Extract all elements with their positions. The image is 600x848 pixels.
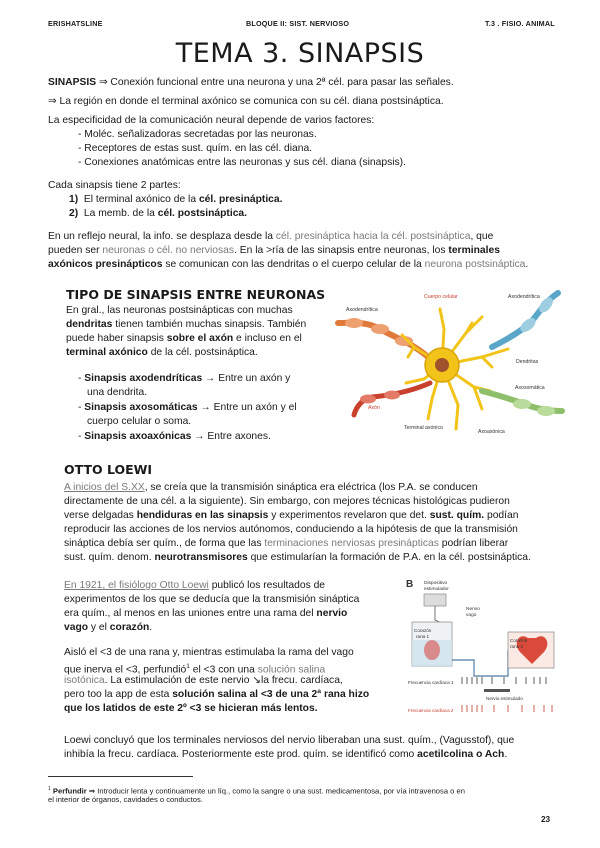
tipo-axoaxonica: - Sinapsis axoaxónicas → Entre axones. bbox=[78, 431, 271, 442]
label-estimulador: estimulador bbox=[424, 587, 449, 592]
label-terminal: Terminal axónico bbox=[404, 425, 443, 431]
loewi-line-5: sináptica debía ser quím., de forma que las terminaciones nerviosas presinápticas podrían liberar bbox=[64, 538, 509, 549]
label-corazon-2: Corazón bbox=[510, 638, 528, 643]
tipo-axosomatica: - Sinapsis axosomáticas → Entre un axón y el bbox=[78, 402, 297, 413]
label-nervio-estimulado: Nervio estimulado bbox=[486, 696, 523, 701]
partes-heading: Cada sinapsis tiene 2 partes: bbox=[48, 180, 181, 191]
header-right: T.3 . FISIO. ANIMAL bbox=[485, 19, 555, 28]
label-axosomatica: Axosomática bbox=[515, 385, 545, 391]
tipo-axodendritica-cont: una dendrita. bbox=[87, 387, 148, 398]
page-title: TEMA 3. SINAPSIS bbox=[175, 38, 425, 69]
parte-1: 1) El terminal axónico de la cél. presináptica. bbox=[69, 194, 283, 205]
aislo-line-4: pero too la app de esta solución salina al <3 de una 2ª rana hizo bbox=[64, 689, 370, 700]
trace-2 bbox=[462, 705, 552, 712]
conclusion-line-2: inhibía la frecu. cardíaca. Posteriormente este prod. quím. se identificó como acetilcolina o Ach. bbox=[64, 749, 508, 760]
label-vago: vago bbox=[466, 613, 477, 618]
aislo-line-1: Aisló el <3 de una rana y, mientras estimulaba la rama del vago bbox=[64, 647, 354, 658]
nucleus bbox=[435, 358, 449, 372]
aislo-line-5: que los latidos de este 2º <3 se hicieran más lentos. bbox=[64, 703, 318, 714]
loewi-line-2: directamente de una cél. a la siguiente). Sin embargo, con mejores técnicas histológicas pudieron bbox=[64, 496, 510, 507]
factor-1: - Moléc. señalizadoras secretadas por las neuronas. bbox=[78, 129, 317, 140]
exp-line-4: vago y el corazón. bbox=[64, 622, 153, 633]
intro-line-1 bbox=[48, 76, 454, 90]
tipos-line-3: puede haber sinapsis sobre el axón e incluso en el bbox=[66, 333, 302, 344]
trace-1 bbox=[462, 677, 546, 684]
tipos-heading: TIPO DE SINAPSIS ENTRE NEURONAS bbox=[66, 287, 326, 302]
label-corazon-1: Corazón bbox=[414, 628, 432, 633]
exp-line-1: En 1921, el fisiólogo Otto Loewi publicó los resultados de bbox=[64, 580, 326, 591]
loewi-heading: OTTO LOEWI bbox=[64, 462, 153, 477]
factor-2: - Receptores de estas sust. quím. en las cél. diana. bbox=[78, 143, 313, 154]
figure-letter: B bbox=[406, 579, 414, 590]
label-axodendritica-1: Axodendrítica bbox=[346, 307, 378, 313]
label-axon: Axón bbox=[368, 405, 380, 411]
label-axoaxonica: Axoaxónica bbox=[478, 429, 505, 435]
tipos-line-4: terminal axónico de la cél. postsináptica. bbox=[66, 347, 258, 358]
sinapsis-def: ⇒ Conexión funcional entre una neurona y una 2ª cél. para pasar las señales. bbox=[96, 77, 454, 88]
header-left: ERISHATSLINE bbox=[48, 19, 103, 28]
footnote-line-1: $^1$ Perfundir ⇒ Introducir lenta y continuamente un líq., como la sangre o una sust. medicamentosa, por vía intravenosa o en bbox=[48, 786, 465, 796]
reflejo-line-2: pueden ser neuronas o cél. no nerviosas. En la >ría de las sinapsis entre neuronas, los terminales bbox=[48, 245, 500, 256]
label-rana-2: rana 2 bbox=[510, 644, 524, 649]
loewi-line-1: A inicios del S.XX, se creía que la transmisión sináptica era eléctrica (los P.A. se conducen bbox=[64, 482, 478, 493]
tubing bbox=[452, 650, 508, 676]
exp-line-2: experimentos de los que se deducía que la transmisión sináptica bbox=[64, 594, 360, 605]
label-nervio: Nervio bbox=[466, 607, 480, 612]
footnote-divider bbox=[48, 776, 193, 777]
reflejo-line-3: axónicos presinápticos se comunican con las dendritas o el cuerpo celular de la neurona postsináptica. bbox=[48, 259, 529, 270]
label-frecuencia-2: Frecuencia cardíaca 2 bbox=[408, 708, 454, 713]
sinapsis-term: SINAPSIS bbox=[48, 77, 97, 88]
label-frecuencia-1: Frecuencia cardíaca 1 bbox=[408, 680, 454, 685]
loewi-line-3: verse delgadas hendiduras en las sinapsis y experimentos revelaron que det. sust. quím. podían bbox=[64, 510, 519, 521]
loewi-line-6: sust. quím. denom. neurotransmisores que estimularían la formación de P.A. en la cél. postsináptica. bbox=[64, 552, 531, 563]
loewi-experiment-figure bbox=[404, 576, 560, 718]
conclusion-line-1: Loewi concluyó que los terminales nerviosos del nervio liberaban una sust. quím., (Vagusstof), que bbox=[64, 735, 515, 746]
tipos-line-2: dendritas tienen también muchas sinapsis. También bbox=[66, 319, 307, 330]
stimulus-bar bbox=[484, 689, 510, 692]
loewi-line-4: reproducir las acciones de los nervios autónomos, conduciendo a la hipótesis de que la transmisión bbox=[64, 524, 518, 535]
intro-line-2: ⇒ La región en donde el terminal axónico se comunica con su cél. diana postsináptica. bbox=[48, 96, 444, 107]
page-number: 23 bbox=[541, 815, 551, 824]
label-dendritas: Dendritas bbox=[516, 359, 539, 365]
synapse-types-figure bbox=[332, 287, 566, 439]
factor-3: - Conexiones anatómicas entre las neuronas y sus cél. diana (sinapsis). bbox=[78, 157, 406, 168]
parte-2: 2) La memb. de la cél. postsináptica. bbox=[69, 208, 248, 219]
reflejo-line-1: En un reflejo neural, la info. se desplaza desde la cél. presináptica hacia la cél. postsináptica, que bbox=[48, 231, 494, 242]
label-axodendritica-2: Axodendrítica bbox=[508, 294, 540, 300]
aislo-line-2: que inerva el <3, perfundió$^1$ el <3 con una solución salina bbox=[64, 663, 326, 676]
heart-1 bbox=[424, 640, 440, 660]
footnote-line-2: el interior de órganos, cavidades o conductos. bbox=[48, 795, 203, 804]
stimulator-box bbox=[424, 594, 446, 606]
label-rana-1: rana 1 bbox=[416, 634, 430, 639]
tipo-axosomatica-cont: cuerpo celular o soma. bbox=[87, 416, 192, 427]
aislo-line-3: isotónica. La estimulación de este nervio ↘la frecu. cardíaca, bbox=[64, 675, 343, 686]
label-dispositivo: Dispositivo bbox=[424, 581, 448, 586]
header-center: BLOQUE II: SIST. NERVIOSO bbox=[246, 19, 350, 28]
label-cuerpo-celular: Cuerpo celular bbox=[424, 294, 458, 300]
tipo-axodendritica: - Sinapsis axodendríticas → Entre un axón y bbox=[78, 373, 291, 384]
tipos-line-1: En gral., las neuronas postsinápticas con muchas bbox=[66, 305, 293, 316]
especificidad: La especificidad de la comunicación neural depende de varios factores: bbox=[48, 115, 375, 126]
exp-line-3: era quím., al menos en las uniones entre una rama del nervio bbox=[64, 608, 348, 619]
